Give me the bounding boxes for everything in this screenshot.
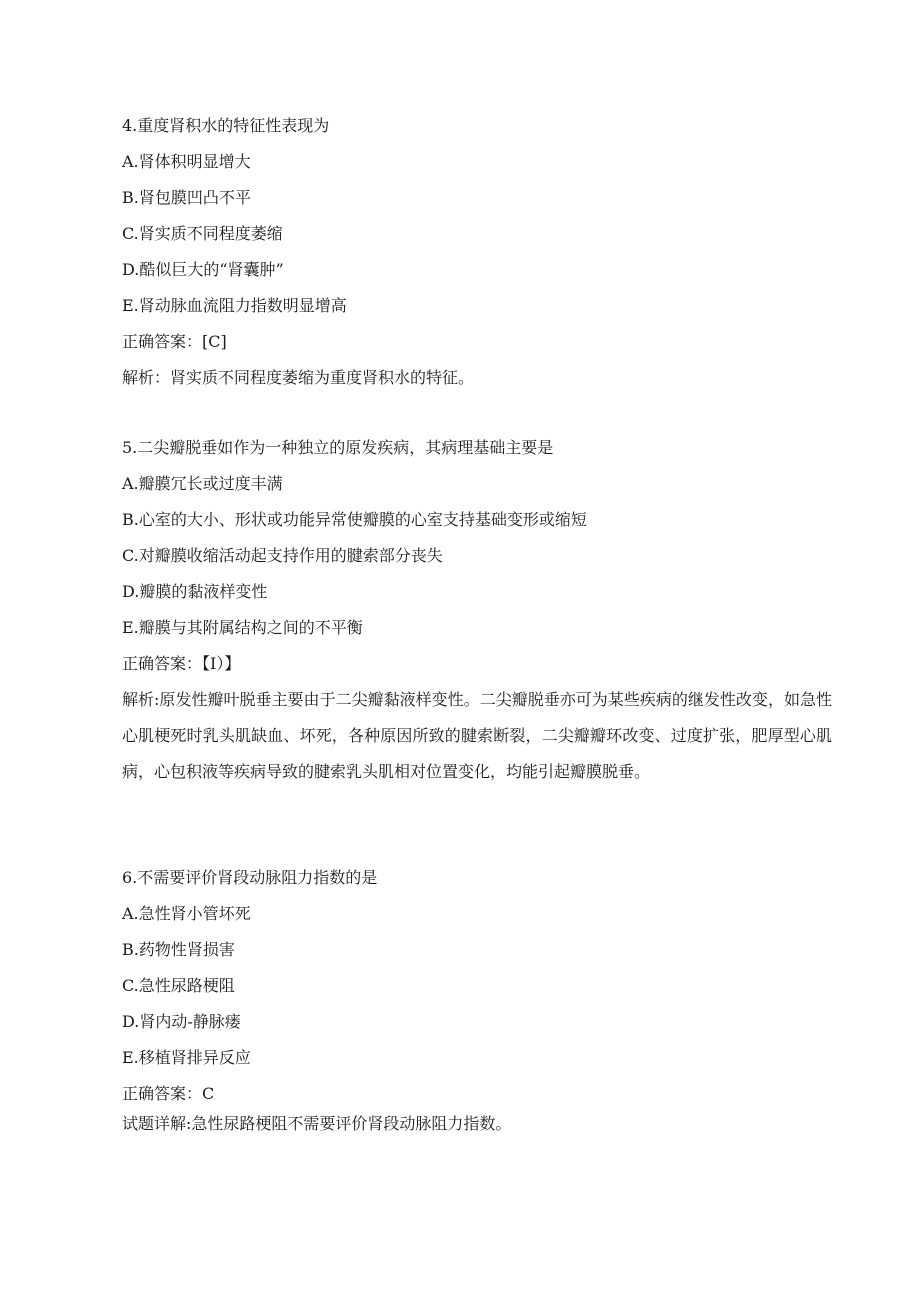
question-block-4 xyxy=(122,108,832,396)
question-stem: 4.重度肾积水的特征性表现为 xyxy=(122,116,330,135)
option-a: A.肾体积明显增大 xyxy=(122,152,251,171)
option-a: A.急性肾小管坏死 xyxy=(122,904,251,923)
correct-answer: 正确答案：【I）】 xyxy=(122,654,241,673)
option-e: E.瓣膜与其附属结构之间的不平衡 xyxy=(122,618,363,637)
question-block-6 xyxy=(122,860,832,1136)
explanation: 解析:原发性瓣叶脱垂主要由于二尖瓣黏液样变性。二尖瓣脱垂亦可为某些疾病的继发性改变，如急性心肌梗死时乳头肌缺血、坏死，各种原因所致的腱索断裂，二尖瓣瓣环改变、过度扩张，肥厚型心肌病，心包积液等疾病导致的腱索乳头肌相对位置变化，均能引起瓣膜脱垂。 xyxy=(122,690,832,781)
correct-answer: 正确答案：C xyxy=(122,1084,215,1103)
question-stem: 6.不需要评价肾段动脉阻力指数的是 xyxy=(122,868,378,887)
option-b: B.肾包膜凹凸不平 xyxy=(122,188,251,207)
option-c: C.对瓣膜收缩活动起支持作用的腱索部分丧失 xyxy=(122,546,443,565)
option-d: D.瓣膜的黏液样变性 xyxy=(122,582,268,601)
option-b: B.心室的大小、形状或功能异常使瓣膜的心室支持基础变形或缩短 xyxy=(122,510,587,529)
explanation: 试题详解:急性尿路梗阻不需要评价肾段动脉阻力指数。 xyxy=(122,1114,512,1133)
option-d: D.肾内动-静脉瘘 xyxy=(122,1012,241,1031)
option-d: D.酷似巨大的“肾囊肿” xyxy=(122,260,284,279)
option-a: A.瓣膜冗长或过度丰满 xyxy=(122,474,283,493)
question-block-5 xyxy=(122,430,832,790)
correct-answer: 正确答案：[C] xyxy=(122,332,227,351)
option-c: C.急性尿路梗阻 xyxy=(122,976,235,995)
option-c: C.肾实质不同程度萎缩 xyxy=(122,224,283,243)
option-b: B.药物性肾损害 xyxy=(122,940,235,959)
option-e: E.移植肾排异反应 xyxy=(122,1048,251,1067)
question-stem: 5.二尖瓣脱垂如作为一种独立的原发疾病，其病理基础主要是 xyxy=(122,438,554,457)
option-e: E.肾动脉血流阻力指数明显增高 xyxy=(122,296,347,315)
explanation: 解析：肾实质不同程度萎缩为重度肾积水的特征。 xyxy=(122,368,475,387)
